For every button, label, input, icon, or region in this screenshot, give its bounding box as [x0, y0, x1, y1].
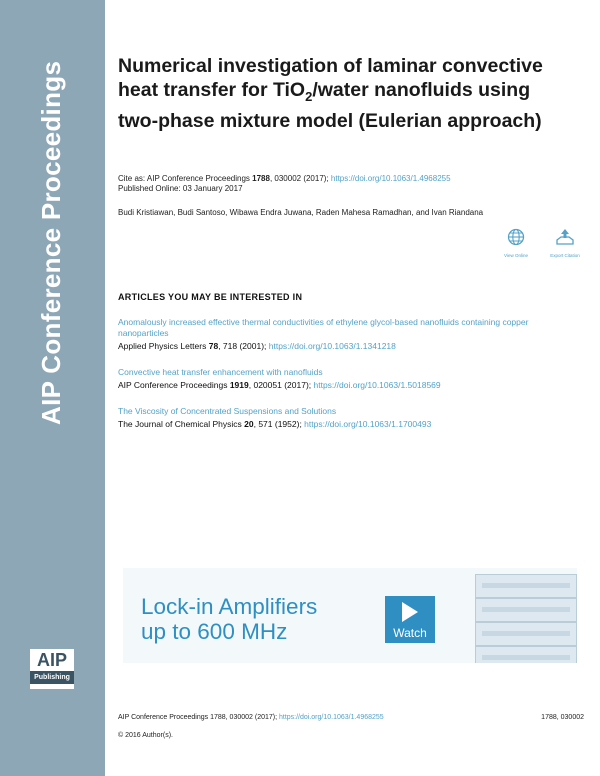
related-article-citation [118, 380, 578, 391]
article-doi-link[interactable]: https://doi.org/10.1063/1.1700493 [304, 419, 432, 429]
related-article [118, 367, 578, 391]
published-date: Published Online: 03 January 2017 [118, 184, 243, 193]
advertisement-banner[interactable] [123, 568, 577, 663]
footer-cite-prefix: AIP Conference Proceedings 1788, 030002 (2017); [118, 714, 279, 721]
title-text-start: Numerical investigation of laminar convective heat transfer for TiO [118, 55, 543, 101]
cite-as-line [118, 174, 451, 184]
instrument-image [475, 622, 577, 646]
related-article-citation [118, 341, 578, 352]
export-icon [555, 228, 575, 246]
article-doi-link[interactable]: https://doi.org/10.1063/1.1341218 [268, 341, 396, 351]
view-online-button[interactable] [498, 228, 534, 258]
related-article [118, 406, 578, 430]
article-journal: AIP Conference Proceedings [118, 380, 230, 390]
cite-prefix: Cite as: AIP Conference Proceedings [118, 174, 253, 183]
related-article [118, 317, 578, 352]
watch-label: Watch [393, 626, 427, 640]
instrument-image [475, 574, 577, 598]
logo-text-top: AIP [36, 650, 67, 670]
paper-title [118, 54, 558, 133]
play-icon [402, 602, 418, 622]
article-journal: The Journal of Chemical Physics [118, 419, 245, 429]
watch-button[interactable] [385, 596, 435, 643]
author-list: Budi Kristiawan, Budi Santoso, Wibawa Endra Juwana, Raden Mahesa Ramadhan, and Ivan Riandana [118, 208, 484, 217]
globe-icon [507, 228, 525, 246]
cite-doi-link[interactable]: https://doi.org/10.1063/1.4968255 [330, 174, 451, 183]
footer-page-number: 1788, 030002 [541, 714, 584, 721]
journal-title: AIP Conference Proceedings [36, 60, 66, 425]
footer-doi-link[interactable]: https://doi.org/10.1063/1.4968255 [278, 714, 384, 721]
instrument-image [475, 646, 577, 663]
article-volume: 78 [208, 341, 219, 351]
ad-headline [141, 594, 317, 644]
journal-sidebar [0, 0, 105, 776]
cite-volume: 1788 [252, 174, 270, 183]
ad-line-2: up to 600 MHz [141, 619, 288, 644]
title-text-end: /water nanofluids using two-phase mixture model (Eulerian approach) [118, 79, 542, 132]
related-article-title[interactable]: Anomalously increased effective thermal conductivities of ethylene glycol-based nanofluids containing copper nanoparticles [118, 317, 529, 338]
ad-line-1: Lock-in Amplifiers [141, 594, 318, 619]
export-citation-button[interactable] [547, 228, 583, 258]
aip-publishing-logo[interactable] [30, 649, 74, 689]
related-article-citation [118, 419, 578, 430]
copyright-notice: © 2016 Author(s). [118, 732, 173, 739]
article-volume: 1919 [229, 380, 249, 390]
footer-citation [118, 714, 384, 721]
related-articles-heading: ARTICLES YOU MAY BE INTERESTED IN [118, 292, 303, 302]
article-volume: 20 [244, 419, 254, 429]
cite-rest: , 030002 (2017); [269, 174, 331, 183]
article-doi-link[interactable]: https://doi.org/10.1063/1.5018569 [313, 380, 441, 390]
article-journal: Applied Physics Letters [118, 341, 209, 351]
logo-text-bottom: Publishing [30, 671, 74, 684]
instrument-image [475, 598, 577, 622]
view-online-label: View Online [504, 253, 528, 258]
article-pages: , 718 (2001); [218, 341, 269, 351]
article-pages: , 020051 (2017); [248, 380, 314, 390]
related-article-title[interactable]: Convective heat transfer enhancement with nanofluids [118, 367, 323, 377]
article-pages: , 571 (1952); [253, 419, 305, 429]
related-article-title[interactable]: The Viscosity of Concentrated Suspensions and Solutions [118, 406, 337, 416]
export-citation-label: Export Citation [550, 253, 580, 258]
title-subscript: 2 [305, 88, 313, 104]
